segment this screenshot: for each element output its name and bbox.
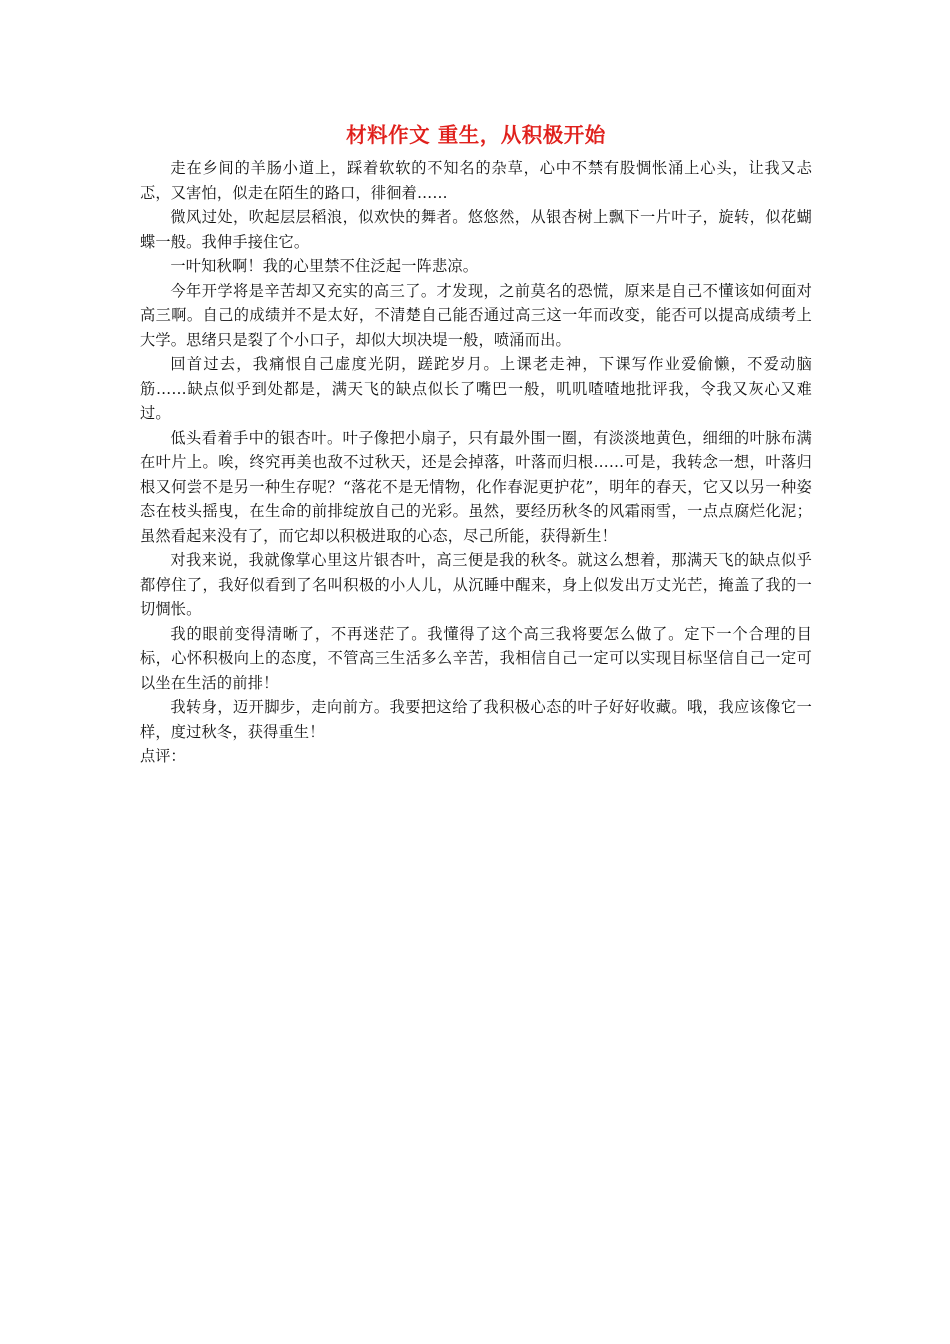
paragraph-5: 回首过去，我痛恨自己虚度光阴，蹉跎岁月。上课老走神，下课写作业爱偷懒，不爱动脑筋……缺点似乎到处都是，满天飞的缺点似长了嘴巴一般，叽叽喳喳地批评我，令我又灰心又难过。 bbox=[140, 355, 812, 422]
document-title: 材料作文 重生，从积极开始 bbox=[346, 123, 606, 147]
paragraph-6: 低头看着手中的银杏叶。叶子像把小扇子，只有最外围一圈，有淡淡地黄色，细细的叶脉布满在叶片上。唉，终究再美也敌不过秋天，还是会掉落，叶落而归根……可是，我转念一想，叶落归根又何尝不是另一种生存呢？“落花不是无情物，化作春泥更护花”，明年的春天，它又以另一种姿态在枝头摇曳，在生命的前排绽放自己的光彩。虽然，要经历秋冬的风霜雨雪，一点点腐烂化泥；虽然看起来没有了，而它却以积极进取的心态，尽己所能，获得新生！ bbox=[140, 428, 812, 545]
paragraph-9: 我转身，迈开脚步，走向前方。我要把这给了我积极心态的叶子好好收藏。哦，我应该像它一样，度过秋冬，获得重生！ bbox=[140, 698, 812, 741]
paragraph-4: 今年开学将是辛苦却又充实的高三了。才发现，之前莫名的恐慌，原来是自己不懂该如何面对高三啊。自己的成绩并不是太好，不清楚自己能否通过高三这一年而改变，能否可以提高成绩考上大学。思绪只是裂了个小口子，却似大坝决堤一般，喷涌而出。 bbox=[140, 281, 812, 349]
document-page bbox=[140, 120, 812, 769]
paragraph-2: 微风过处，吹起层层稻浪，似欢快的舞者。悠悠然，从银杏树上飘下一片叶子，旋转，似花蝴蝶一般。我伸手接住它。 bbox=[140, 208, 812, 251]
paragraph-1: 走在乡间的羊肠小道上，踩着软软的不知名的杂草，心中不禁有股惆怅涌上心头，让我又忐忑，又害怕，似走在陌生的路口，徘徊着…… bbox=[140, 159, 812, 202]
paragraph-3: 一叶知秋啊！我的心里禁不住泛起一阵悲凉。 bbox=[170, 257, 479, 275]
comment-label: 点评： bbox=[140, 747, 186, 765]
paragraph-8: 我的眼前变得清晰了，不再迷茫了。我懂得了这个高三我将要怎么做了。定下一个合理的目标，心怀积极向上的态度，不管高三生活多么辛苦，我相信自己一定可以实现目标坚信自己一定可以坐在生活的前排！ bbox=[140, 624, 812, 692]
paragraph-7: 对我来说，我就像掌心里这片银杏叶，高三便是我的秋冬。就这么想着，那满天飞的缺点似乎都停住了，我好似看到了名叫积极的小人儿，从沉睡中醒来，身上似发出万丈光芒，掩盖了我的一切惆怅。 bbox=[140, 551, 812, 618]
